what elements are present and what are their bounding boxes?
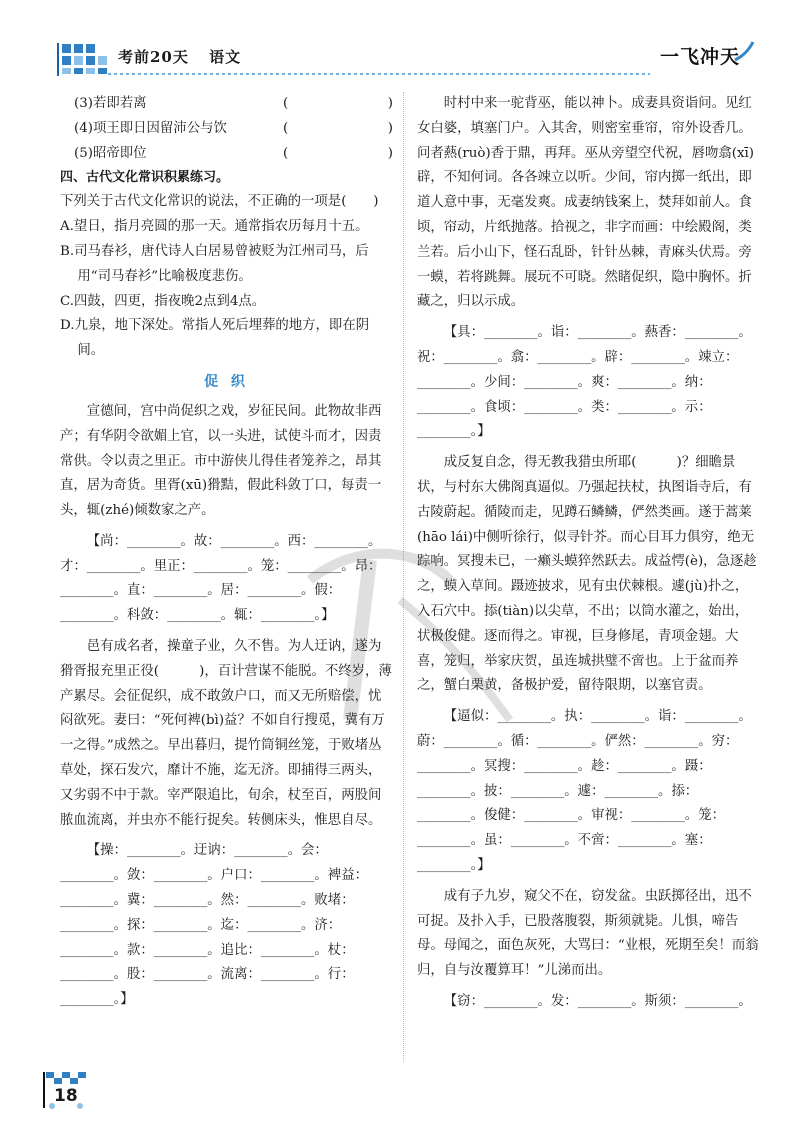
book-title: 考前20天 (118, 48, 189, 66)
option-item (60, 142, 393, 167)
option-item (60, 117, 393, 142)
passage-title: 促 织 (204, 374, 249, 391)
question-stem: 下列关于古代文化常识的说法，不正确的一项是( ) (60, 194, 379, 210)
passage-paragraph: 邑有成名者，操童子业，久不售。为人迂讷，遂为猾胥报充里正役( )，百计营谋不能脱。不终岁，薄产累尽。会征促织，成不敢敛户口，而又无所赔偿，忧闷欲死。妻曰：“死何裨(bì)益？不如自行搜觅，冀有万一之得。”成然之。早出暮归，提竹筒铜丝笼，于败堵丛草处，探石发穴，靡计不施，迄无济。即捕得三两头，又劣弱不中于款。宰严限追比，旬余，杖至百，两股间脓血流离，并虫亦不能行捉矣。转侧床头，惟思自尽。 (60, 639, 392, 828)
answer-parens: ( ) (283, 120, 393, 136)
option-item (60, 92, 393, 117)
passage-paragraph: 成有子九岁，窥父不在，窃发盆。虫跃掷径出，迅不可捉。及扑入手，已股落腹裂，斯须就毙。儿惧，啼告母。母闻之，面色灰死，大骂曰：“业根，死期至矣！而翁归，自与汝覆算耳！”儿涕而出。 (417, 888, 759, 979)
passage-paragraph: 宣德间，宫中尚促织之戏，岁征民间。此物故非西产；有华阴令欲媚上官，以一头进，试使斗而才，因责常供。令以责之里正。市中游侠儿得佳者笼养之，昂其直，居为奇货。里胥(xū)猾黠，假此科敛丁口，每责一头，辄(zhé)倾数家之产。 (60, 403, 382, 519)
vocab-note: 【尚：________。故：________。西：________。才：________。里正：________。笼：________。昂：________。直：________。居：________。假：________。科敛：________。辄：________。】 (60, 533, 382, 624)
vocab-note: 【具：________。诣：________。爇香：________。祝：________。翕：________。辟：________。竦立：________。少间：________。爽：________。纳：________。食顷：________。类：________。示：________。】 (417, 325, 752, 440)
watermark-logo (280, 520, 530, 740)
page-header (0, 0, 800, 80)
passage-paragraph: 时村中来一驼背巫，能以神卜。成妻具资诣问。见红女白婆，填塞门户。入其舍，则密室垂帘，帘外设香几。问者爇(ruò)香于鼎，再拜。巫从旁望空代祝，唇吻翕(xī)辟，不知何词。各各竦立以听。少间，帘内掷一纸出，即道人意中事，无毫发爽。成妻纳钱案上，焚拜如前人。食顷，帘动，片纸抛落。拾视之，非字而画：中绘殿阁，类兰若。后小山下，怪石乱卧，针针丛棘，青麻头伏焉。旁一蟆，若将跳舞。展玩不可晓。然睹促织，隐中胸怀。折藏之，归以示成。 (417, 96, 755, 310)
vocab-note: 【窃：________。发：________。斯须：________。 (443, 993, 752, 1009)
section-heading: 四、古代文化常识积累练习。 (60, 170, 230, 186)
vocab-note: 【操：________。迂讷：________。会：________。敛：________。户口：________。裨益：________。冀：________。然：________。败堵：________。探：________。迄：________。济：________。款：________。追比：________。杖：________。股：________。流离：________。行：________。】 (60, 843, 368, 1008)
header-title (118, 46, 255, 67)
page-number-badge (40, 1070, 92, 1110)
subject-label: 语文 (209, 48, 242, 66)
option-label: (5)昭帝即位 (74, 145, 147, 161)
choice-d: D.九泉，地下深处。常指人死后埋葬的地方，即在阴间。 (60, 318, 370, 359)
answer-parens: ( ) (283, 145, 393, 161)
passage-paragraph: 成反复自念，得无教我猎虫所耶( )？细瞻景状，与村东大佛阁真逼似。乃强起扶杖，执图诣寺后，有古陵蔚起。循陵而走，见蹲石鳞鳞，俨然类画。遂于蒿莱(hāo lái)中侧听徐行，似寻针芥。而心目耳力俱穷，绝无踪响。冥搜未已，一癞头蟆猝然跃去。成益愕(è)，急逐趁之，蟆入草间。蹑迹披求，见有虫伏棘根。遽(jù)扑之，入石穴中。掭(tiàn)以尖草，不出；以筒水灌之，始出，状极俊健。逐而得之。审视，巨身修尾，青项金翅。大喜，笼归，举家庆贺，虽连城拱璧不啻也。上于盆而养之，蟹白栗黄，备极护爱，留待限期，以塞官责。 (417, 455, 757, 694)
choice-b: B.司马春衫，唐代诗人白居易曾被贬为江州司马，后用“司马春衫”比喻极度悲伤。 (60, 244, 369, 284)
option-label: (3)若即若离 (74, 96, 147, 111)
choice-c: C.四鼓，四更，指夜晚2点到4点。 (60, 293, 266, 309)
vocab-note: 【逼似：________。执：________。诣：________。蔚：________。循：________。俨然：________。穷：________。冥搜：________。趁：________。蹑：________。披：________。遽：________。掭：________。俊健：________。审视：________。笼：________。虽：________。不啻：________。塞：________。】 (417, 709, 752, 873)
page-number: 18 (54, 1086, 78, 1106)
brand-logo: 一飞冲天 (660, 46, 741, 68)
answer-parens: ( ) (283, 96, 393, 111)
option-label: (4)项王即日因留沛公与饮 (74, 120, 227, 136)
choice-a: A.望日，指月亮圆的那一天。通常指农历每月十五。 (60, 219, 369, 235)
